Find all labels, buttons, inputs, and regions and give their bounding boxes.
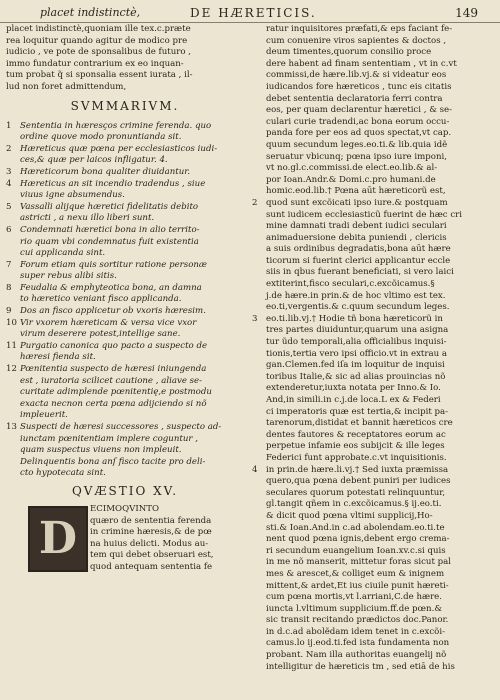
quaestio-opening (6, 504, 244, 574)
text-line (252, 302, 496, 314)
text-line (252, 662, 496, 674)
line-text: quum secundum leges.eo.ti.& lib.quia idẽ (266, 139, 448, 150)
text-line (252, 569, 496, 581)
text-line (252, 499, 496, 511)
text-line (252, 291, 496, 303)
line-text: seculares quorum potestati relinquuntur, (266, 487, 446, 498)
line-text: probant. Nam illa authoritas euangelij nõ (266, 650, 447, 661)
margin-number: 2 (6, 143, 12, 154)
line-text: Dos an fisco applicetur ob vxoris hæresim. (20, 306, 206, 317)
text-line (90, 527, 244, 539)
summarium-item (6, 294, 244, 306)
text-line (252, 186, 496, 198)
line-text: & dicit quod pœna vltimi supplicij,Ho- (266, 510, 433, 521)
summarium-list (6, 121, 244, 480)
text-line (252, 615, 496, 627)
line-text: seruatur vbicunq; pœna ipso iure imponi, (266, 151, 447, 162)
text-line (252, 488, 496, 500)
line-text: to hæretico veniant fisco applicanda. (20, 294, 182, 305)
text-line (90, 516, 244, 528)
line-text: nent quod pœna ignis,debent ergo crema- (266, 534, 450, 545)
line-text: a suis ordinibus degradatis,bona aūt hære (266, 244, 451, 255)
line-text: dere habent ad finam sententiam , vt in c.vt (266, 58, 457, 69)
line-text: siis in qbus fuerant beneficiati, si vero laici (266, 267, 454, 278)
folio-number: 149 (455, 6, 478, 20)
text-line (252, 279, 496, 291)
text-line (252, 465, 496, 477)
line-text: rea loquitur quando agitur de modico pre (6, 35, 188, 46)
text-line (6, 82, 244, 94)
line-text: animaduersione debita puniendi , clericis (266, 232, 447, 243)
right-column (252, 24, 496, 673)
text-line (252, 267, 496, 279)
line-text: curitate adimplende pœnitentię,e postmodu (20, 387, 212, 398)
text-line (252, 581, 496, 593)
line-text: tres partes diuiduntur,quarum una asigna (266, 325, 449, 336)
margin-number: 13 (6, 422, 17, 432)
initial-letter: D (38, 513, 78, 565)
line-text: rio quam vbi condemnatus fuit existentia (20, 236, 199, 247)
page-title: DE HÆRETICIS. (190, 6, 317, 20)
line-text: intelligitur de hæreticis tm , sed etiā de his (266, 661, 455, 672)
line-text: Hæreticorum bona qualiter diuidantur. (20, 166, 191, 177)
margin-number: 10 (6, 317, 17, 328)
text-line (252, 650, 496, 662)
summarium-item (6, 190, 244, 202)
text-line (252, 117, 496, 129)
line-text: cui applicanda sint. (20, 248, 106, 259)
line-text: quod antequam sententia fe (90, 561, 213, 572)
intro-paragraph (6, 24, 244, 94)
summarium-item (6, 468, 244, 480)
summarium-item (6, 410, 244, 422)
text-line (252, 372, 496, 384)
line-text: Forum etiam quis sortitur ratione personæ (20, 259, 207, 270)
text-line (252, 47, 496, 59)
line-text: ces,& quæ per laicos infligatur. 4. (20, 155, 168, 166)
text-line (252, 418, 496, 430)
line-text: mes & arescet,& colliget eum & inignem (266, 568, 445, 579)
line-text: extenderetur,iuxta notata per Inno.& Io. (266, 383, 441, 394)
line-text: Suspecti de hæresi successores , suspecto ad- (20, 422, 222, 432)
summarium-item (6, 364, 244, 376)
text-line (252, 534, 496, 546)
line-text: mine damnati tradi debent iudici seculari (266, 221, 447, 232)
catchword: placet indistinctè, (40, 6, 141, 19)
text-line (252, 430, 496, 442)
summarium-item (6, 376, 244, 388)
line-text: virum deserere potest,intellige sane. (20, 329, 181, 340)
summarium-item (6, 121, 244, 133)
decorated-initial (28, 506, 88, 572)
line-text: astricti , a nexu illo liberi sunt. (20, 213, 155, 224)
running-header (0, 6, 500, 23)
text-line (252, 94, 496, 106)
text-line (252, 128, 496, 140)
text-line (252, 24, 496, 36)
summarium-item (6, 318, 244, 330)
line-text: na huius delicti. Modus au- (90, 538, 209, 549)
summarium-item (6, 445, 244, 457)
line-text: in crimine hæresis,& de pœ (90, 527, 212, 538)
line-text: debet sententia declaratoria ferri contra (266, 93, 443, 104)
line-text: tem qui debet obseruari est, (90, 550, 214, 561)
line-text: super rebus alibi sitis. (20, 271, 117, 282)
summarium-item (6, 155, 244, 167)
text-line (252, 175, 496, 187)
summarium-item (6, 271, 244, 283)
line-text: iudicandos fore hæreticos , tunc eis citatis (266, 81, 452, 92)
line-text: eo.ti.lib.vj.† Hodie tñ bona hæreticorũ in (266, 313, 443, 324)
line-text: gl.tangit qñem in c.excõicamus.§ ij.eo.ti. (266, 499, 442, 510)
line-text: deum timentes,quorum consilio proce (266, 47, 432, 58)
line-text: toribus Italie,& sic ad alias prouincias nõ (266, 371, 446, 382)
summarium-item (6, 248, 244, 260)
line-text: extiterint,fisco seculari,c.excõicamus.§ (266, 279, 435, 290)
line-text: por Ioan.Andr.& Domi.c.pro humani.de (266, 174, 436, 185)
summarium-item (6, 202, 244, 214)
line-text: tarenorum,distidat et bannit hæreticos cre (266, 418, 453, 429)
line-text: dentes fautores & receptatores eorum ac (266, 429, 446, 440)
text-line (6, 36, 244, 48)
line-text: placet indistinctè,quoniam ille tex.c.præte (6, 24, 191, 34)
text-line (252, 163, 496, 175)
line-text: camus.lo ij.eod.ti.fed ista fundamenta non (266, 638, 450, 649)
text-line (252, 360, 496, 372)
text-line (252, 395, 496, 407)
line-text: tionis,tertia vero ipsi officio.vt in extrau a (266, 348, 448, 359)
line-text: culari curie tradendi,ac bona eorum occu- (266, 116, 450, 127)
text-line (252, 638, 496, 650)
line-text: iuncta l.vltimum supplicium.ff.de pœn.& (266, 603, 442, 614)
line-text: Hæreticus an sit incendio tradendus , siue (20, 178, 206, 189)
text-line (252, 210, 496, 222)
line-text: ri secundum euangelium Ioan.xv.c.si quis (266, 545, 446, 556)
line-text: tur ũdo temporali,alia officialibus inquisi- (266, 337, 447, 348)
quaestio-heading: QVÆSTIO XV. (71, 483, 179, 498)
text-line (252, 592, 496, 604)
text-line (6, 47, 244, 59)
line-text: cto hypotecata sint. (20, 468, 106, 479)
text-line (252, 453, 496, 465)
text-line (90, 504, 244, 516)
line-text: Federici funt approbate.c.vt inquisitionis. (266, 452, 447, 463)
summarium-item (6, 132, 244, 144)
margin-number: 7 (6, 259, 12, 270)
line-text: eo.ti,vergentis.& c.quum secundum leges. (266, 302, 450, 313)
line-text: ci imperatoris quæ est tertia,& incipit pa- (266, 406, 449, 417)
text-line (252, 627, 496, 639)
text-line (252, 140, 496, 152)
initial-text (90, 504, 244, 574)
text-line (252, 314, 496, 326)
line-text: quero,qua pœna debent puniri per iudices (266, 476, 451, 487)
line-text: panda fore per eos ad quos spectat,vt cap. (266, 128, 452, 139)
line-text: Sententia in hæresços crimine ferenda. quo (20, 120, 212, 131)
line-text: mittent,& ardet,Et ius ciuile punit hæreti- (266, 580, 449, 591)
text-line (90, 550, 244, 562)
summarium-item (6, 179, 244, 191)
line-text: sic transit recitando prædictos doc.Panor. (266, 615, 449, 626)
line-text: impleuerit. (20, 410, 68, 421)
line-text: quod sunt excõicati ipso iure.& postquam (266, 197, 448, 208)
summarium-item (6, 387, 244, 399)
summarium-item (6, 399, 244, 411)
line-text: immo fundatur contrarium ex eo inquan- (6, 58, 184, 69)
line-text: in me nõ manserit, mittetur foras sicut pal (266, 557, 452, 568)
summarium-item (6, 167, 244, 179)
text-line (252, 59, 496, 71)
line-text: ordine quove modo pronuntianda sit. (20, 132, 182, 143)
margin-number: 4 (252, 464, 258, 475)
text-line (252, 36, 496, 48)
text-line (252, 82, 496, 94)
line-text: ticorum si fuerint clerici applicantur eccle (266, 255, 451, 266)
margin-number: 4 (6, 178, 12, 189)
line-text: Delinquentis bona anſ fisco tacite pro deli- (20, 456, 206, 467)
line-text: quæro de sententia ferenda (90, 515, 212, 526)
text-line (252, 407, 496, 419)
text-line (252, 244, 496, 256)
line-text: iunctam pœnitentiam implere coguntur , (20, 433, 198, 444)
text-line (252, 441, 496, 453)
line-text: in d.c.ad abolẽdam idem tenet in c.excõi- (266, 626, 445, 637)
summarium-heading: SVMMARIVM. (70, 98, 180, 113)
line-text: Pœnitentia suspecto de hæresi iniungenda (20, 364, 207, 375)
line-text: Vir vxorem hæreticam & versa vice vxor (20, 317, 197, 328)
line-text: Purgatio canonica quo pacto a suspecto de (20, 340, 208, 351)
summarium-item (6, 260, 244, 272)
text-line (252, 383, 496, 395)
text-line (252, 233, 496, 245)
line-text: quam suspectus viuens non impleuit. (20, 445, 182, 456)
summarium-item (6, 341, 244, 353)
line-text: Hæreticus quæ pœna per ecclesiasticos iudi- (20, 143, 218, 154)
line-text: lud non foret admittendum, (6, 81, 127, 92)
line-text: exacta necnon certa pœna adijciendo si nõ (20, 398, 207, 409)
text-line (252, 221, 496, 233)
line-text: j.de hære.in prin.& de hoc vltimo est tex. (266, 290, 446, 301)
line-text: hæresi fienda sit. (20, 352, 96, 363)
line-text: gan.Clemen.fed iſa im loquitur de inquisi (266, 360, 445, 371)
margin-number: 3 (6, 166, 12, 177)
line-text: est , iuratoria scilicet cautione , aliave se- (20, 375, 203, 386)
summarium-item (6, 329, 244, 341)
summarium-item (6, 352, 244, 364)
summarium-item (6, 434, 244, 446)
line-text: Feudalia & emphyteotica bona, an damna (20, 282, 202, 293)
text-line (6, 59, 244, 71)
margin-number: 1 (6, 120, 12, 131)
text-line (252, 325, 496, 337)
margin-number: 12 (6, 364, 17, 375)
line-text: iudicio , ve pote de sponsalibus de futuro , (6, 47, 191, 58)
text-line (252, 105, 496, 117)
line-text: Condemnati hæretici bona in alio territo- (20, 224, 200, 235)
text-line (252, 256, 496, 268)
summarium-item (6, 225, 244, 237)
line-text: ratur inquisitores præfati,& eps faciant fe- (266, 24, 453, 34)
line-text: sti.& Ioan.And.in c.ad abolendam.eo.ti.te (266, 522, 445, 533)
text-line (252, 511, 496, 523)
margin-number: 3 (252, 313, 258, 324)
summarium-item (6, 283, 244, 295)
margin-number: 9 (6, 306, 12, 317)
text-line (252, 604, 496, 616)
summarium-item (6, 306, 244, 318)
text-line (252, 152, 496, 164)
line-text: vt no.gl.c.commissi.de elect.eo.lib.& al- (266, 163, 438, 174)
text-line (252, 476, 496, 488)
margin-number: 6 (6, 224, 12, 235)
margin-number: 2 (252, 197, 258, 208)
text-line (6, 24, 244, 36)
summarium-item (6, 457, 244, 469)
summarium-item (6, 144, 244, 156)
text-line (252, 198, 496, 210)
text-line (252, 337, 496, 349)
line-text: perpetue infamie eos subijcit & ille leges (266, 441, 445, 452)
line-text: viuus igne absumendus. (20, 190, 125, 201)
summarium-item (6, 213, 244, 225)
line-text: cum conuenire viros sapientes & doctos , (266, 35, 447, 46)
text-line (252, 523, 496, 535)
line-text: ECIMOQVINTO (90, 503, 160, 514)
text-line (6, 70, 244, 82)
line-text: homic.eod.lib.† Pœna aūt hæreticorũ est, (266, 186, 446, 197)
text-line (252, 546, 496, 558)
text-line (252, 70, 496, 82)
line-text: in prin.de hære.li.vj.† Sed iuxta præmissa (266, 464, 449, 475)
left-column (6, 24, 244, 574)
summarium-item (6, 422, 244, 434)
line-text: sunt iudicem ecclesiasticũ fuerint de hæc cri (266, 209, 463, 220)
line-text: cum pœna mortis,vt l.arriani,C.de hære. (266, 592, 442, 603)
text-line (252, 557, 496, 569)
text-line (90, 539, 244, 551)
line-text: commissi,de hære.lib.vj.& si videatur eos (266, 70, 447, 81)
column-gutter (246, 24, 247, 694)
margin-number: 5 (6, 201, 12, 212)
summarium-item (6, 237, 244, 249)
margin-number: 11 (6, 340, 17, 351)
line-text: tum probat q̃ si sponsalia essent iurata , il- (6, 70, 193, 81)
line-text: eos, per quam declarentur hæretici , & se- (266, 105, 452, 116)
line-text: Vassalli alijque hæretici fidelitatis debito (20, 201, 199, 212)
margin-number: 8 (6, 282, 12, 293)
text-line (90, 562, 244, 574)
line-text: And,in simili.in c.j.de loca.L ex & Federi (266, 395, 441, 405)
text-line (252, 349, 496, 361)
